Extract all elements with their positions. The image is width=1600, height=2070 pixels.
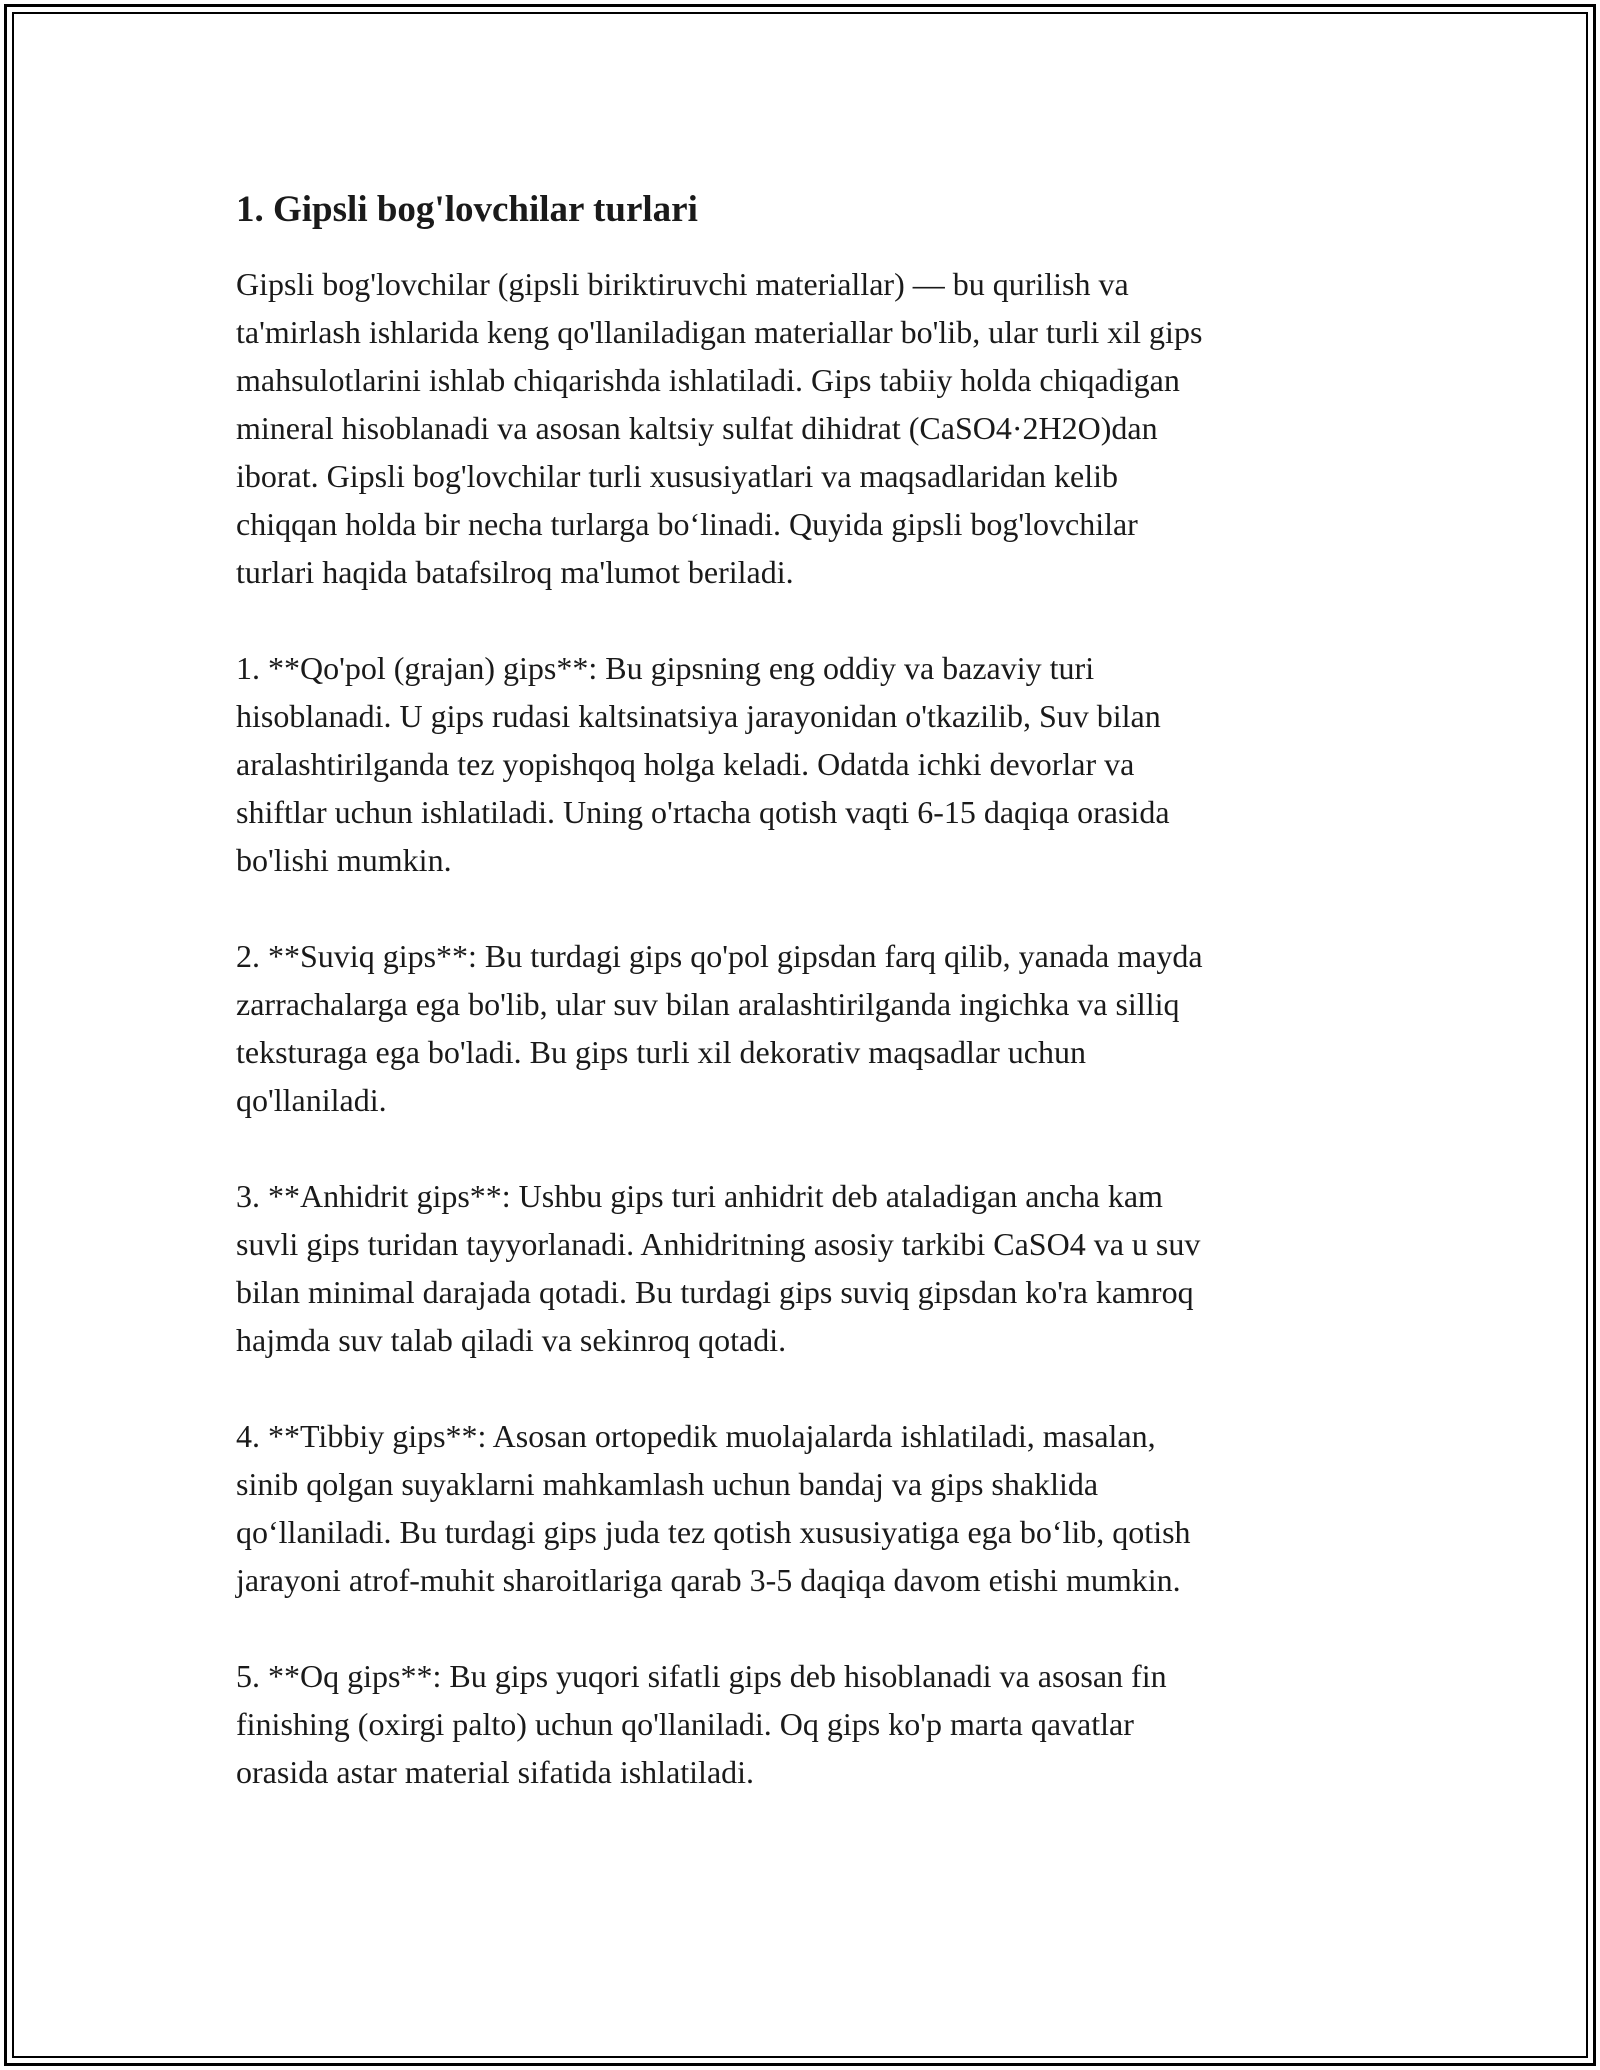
intro-paragraph: Gipsli bog'lovchilar (gipsli biriktiruvchi materiallar) — bu qurilish va ta'mirlash ishlarida keng qo'llaniladigan materiallar bo'lib, ular turli xil gips mahsulotlarini ishlab chiqarishda ishlatiladi. Gips tabiiy holda chiqadigan mineral hisoblanadi va asosan kaltsiy sulfat dihidrat (CaSO4·2H2O)dan iborat. Gipsli bog'lovchilar turli xususiyatlari va maqsadlaridan kelib chiqqan holda bir necha turlarga bo‘linadi. Quyida gipsli bog'lovchilar turlari haqida batafsilroq ma'lumot beriladi.: [236, 266, 1203, 591]
page-title: 1. Gipsli bog'lovchilar turlari: [236, 189, 698, 230]
list-item-tibbiy-gips: 4. **Tibbiy gips**: Asosan ortopedik muolajalarda ishlatiladi, masalan, sinib qolgan suyaklarni mahkamlash uchun bandaj va gips shaklida qo‘llaniladi. Bu turdagi gips juda tez qotish xususiyatiga ega bo‘lib, qotish jarayoni atrof-muhit sharoitlariga qarab 3-5 daqiqa davom etishi mumkin.: [236, 1418, 1191, 1599]
list-item-qopol-gips: 1. **Qo'pol (grajan) gips**: Bu gipsning eng oddiy va bazaviy turi hisoblanadi. U gips rudasi kaltsinatsiya jarayonidan o'tkazilib, Suv bilan aralashtirilganda tez yopishqoq holga keladi. Odatda ichki devorlar va shiftlar uchun ishlatiladi. Uning o'rtacha qotish vaqti 6-15 daqiqa orasida bo'lishi mumkin.: [236, 650, 1170, 879]
document-body: [236, 188, 1366, 1844]
list-item-oq-gips: 5. **Oq gips**: Bu gips yuqori sifatli gips deb hisoblanadi va asosan fin finishing (oxirgi palto) uchun qo'llaniladi. Oq gips ko'p marta qavatlar orasida astar material sifatida ishlatiladi.: [236, 1658, 1167, 1791]
list-item-suviq-gips: 2. **Suviq gips**: Bu turdagi gips qo'pol gipsdan farq qilib, yanada mayda zarrachalarga ega bo'lib, ular suv bilan aralashtirilganda ingichka va silliq teksturaga ega bo'ladi. Bu gips turli xil dekorativ maqsadlar uchun qo'llaniladi.: [236, 938, 1203, 1119]
list-item-anhidrit-gips: 3. **Anhidrit gips**: Ushbu gips turi anhidrit deb ataladigan ancha kam suvli gips turidan tayyorlanadi. Anhidritning asosiy tarkibi CaSO4 va u suv bilan minimal darajada qotadi. Bu turdagi gips suviq gipsdan ko'ra kamroq hajmda suv talab qiladi va sekinroq qotadi.: [236, 1178, 1201, 1359]
